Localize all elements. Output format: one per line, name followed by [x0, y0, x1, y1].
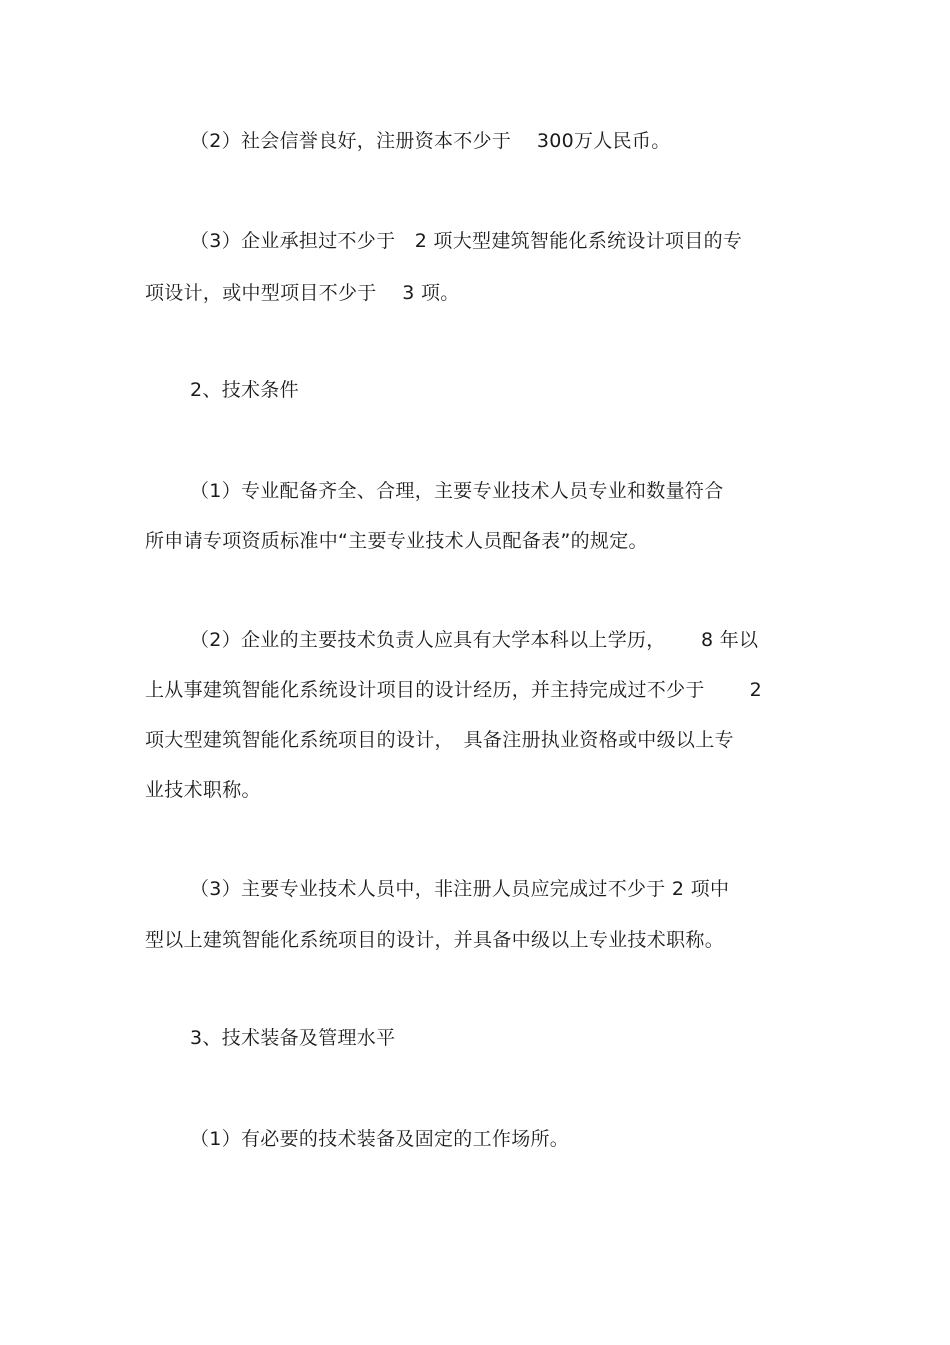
paragraph-line: （3）企业承担过不少于 2 项大型建筑智能化系统设计项目的专 [190, 230, 743, 252]
paragraph-line: （2）社会信誉良好，注册资本不少于 300万人民币。 [190, 130, 671, 152]
paragraph-line: 项大型建筑智能化系统项目的设计， 具备注册执业资格或中级以上专 [145, 729, 734, 751]
paragraph-line: 所申请专项资质标准中“主要专业技术人员配备表”的规定。 [145, 530, 648, 552]
paragraph-line: （2）企业的主要技术负责人应具有大学本科以上学历， 8 年以 [190, 629, 759, 651]
section-heading: 3、技术装备及管理水平 [190, 1027, 396, 1049]
section-heading: 2、技术条件 [190, 379, 299, 401]
paragraph-line: 上从事建筑智能化系统设计项目的设计经历，并主持完成过不少于 2 [145, 679, 763, 701]
paragraph-line: （3）主要专业技术人员中，非注册人员应完成过不少于 2 项中 [190, 878, 730, 900]
paragraph-line: （1）专业配备齐全、合理，主要专业技术人员专业和数量符合 [190, 480, 724, 502]
paragraph-line: 业技术职称。 [145, 779, 261, 801]
paragraph-line: 型以上建筑智能化系统项目的设计，并具备中级以上专业技术职称。 [145, 929, 725, 951]
paragraph-line: （1）有必要的技术装备及固定的工作场所。 [190, 1128, 570, 1150]
paragraph-line: 项设计，或中型项目不少于 3 项。 [145, 282, 460, 304]
